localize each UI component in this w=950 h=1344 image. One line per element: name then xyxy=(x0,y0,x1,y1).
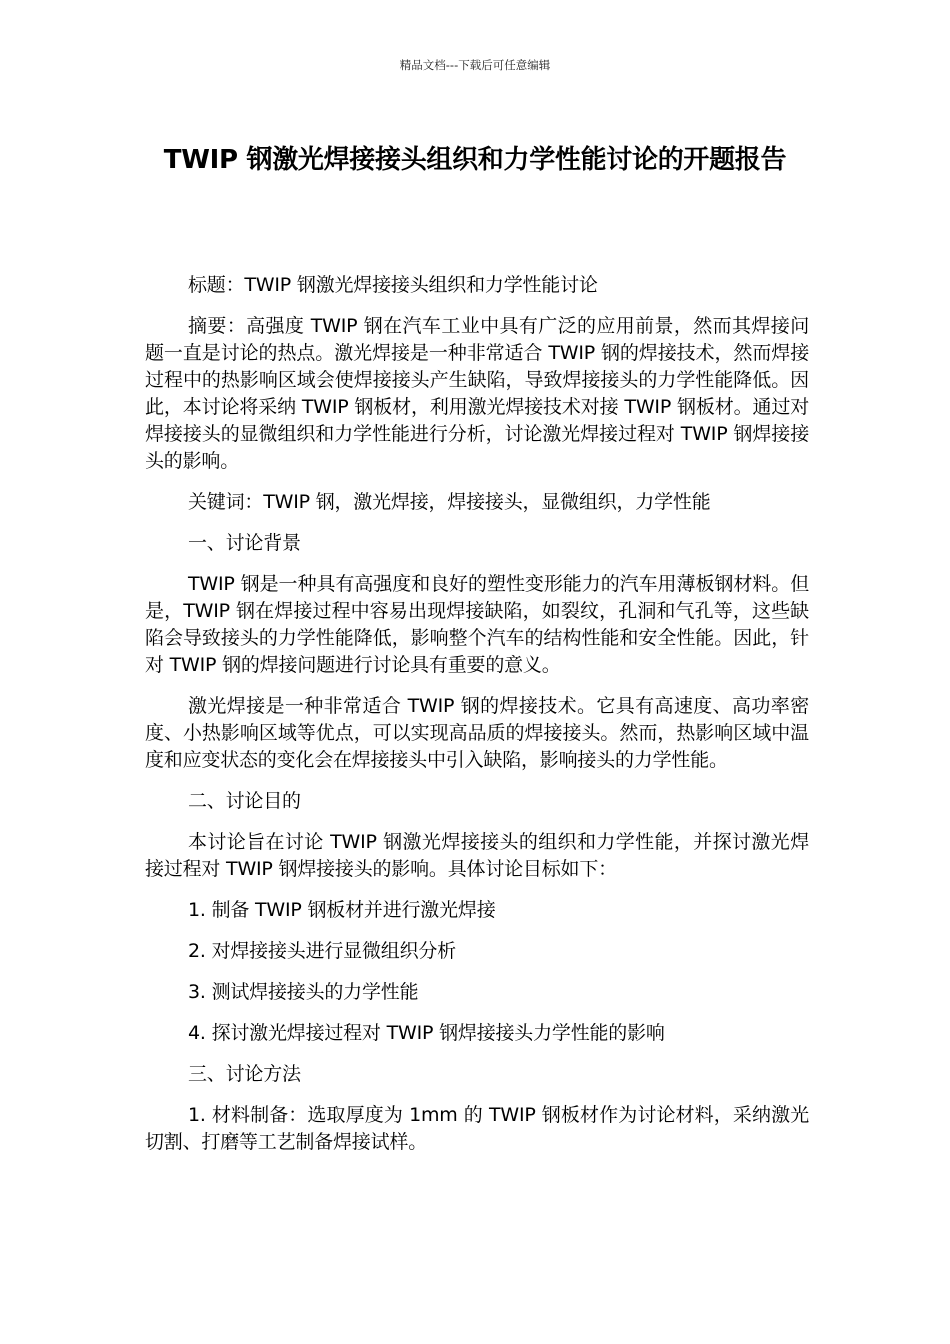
objective-item-4: 4. 探讨激光焊接过程对 TWIP 钢焊接接头力学性能的影响 xyxy=(188,1022,665,1044)
objective-item-3: 3. 测试焊接接头的力学性能 xyxy=(188,981,419,1003)
section-heading-purpose: 二、讨论目的 xyxy=(188,790,301,812)
objective-item-2: 2. 对焊接接头进行显微组织分析 xyxy=(188,940,456,962)
title-line: 标题：TWIP 钢激光焊接接头组织和力学性能讨论 xyxy=(188,274,598,296)
background-paragraph-2: 激光焊接是一种非常适合 TWIP 钢的焊接技术。它具有高速度、高功率密度、小热影响区域等优点，可以实现高品质的焊接接头。然而，热影响区域中温度和应变状态的变化会在焊接接头中引入缺陷，影响接头的力学性能。 xyxy=(145,695,809,771)
background-paragraph-1: TWIP 钢是一种具有高强度和良好的塑性变形能力的汽车用薄板钢材料。但是，TWIP 钢在焊接过程中容易出现焊接缺陷，如裂纹，孔洞和气孔等，这些缺陷会导致接头的力学性能降低，影响整个汽车的结构性能和安全性能。因此，针对 TWIP 钢的焊接问题进行讨论具有重要的意义。 xyxy=(145,573,809,676)
abstract-paragraph: 摘要：高强度 TWIP 钢在汽车工业中具有广泛的应用前景，然而其焊接问题一直是讨论的热点。激光焊接是一种非常适合 TWIP 钢的焊接技术，然而焊接过程中的热影响区域会使焊接接头产生缺陷，导致焊接接头的力学性能降低。因此，本讨论将采纳 TWIP 钢板材，利用激光焊接技术对接 TWIP 钢板材。通过对焊接接头的显微组织和力学性能进行分析，讨论激光焊接过程对 TWIP 钢焊接接头的影响。 xyxy=(145,315,809,472)
keywords-line: 关键词：TWIP 钢，激光焊接，焊接接头，显微组织，力学性能 xyxy=(188,491,711,513)
method-item-1: 1. 材料制备：选取厚度为 1mm 的 TWIP 钢板材作为讨论材料，采纳激光切割、打磨等工艺制备焊接试样。 xyxy=(145,1104,809,1153)
page-header: 精品文档---下载后可任意编辑 xyxy=(399,58,551,72)
section-heading-methods: 三、讨论方法 xyxy=(188,1063,301,1085)
document-title: TWIP 钢激光焊接接头组织和力学性能讨论的开题报告 xyxy=(163,145,787,175)
purpose-paragraph: 本讨论旨在讨论 TWIP 钢激光焊接接头的组织和力学性能，并探讨激光焊接过程对 TWIP 钢焊接接头的影响。具体讨论目标如下： xyxy=(145,831,809,880)
document-body xyxy=(145,272,809,1170)
section-heading-background: 一、讨论背景 xyxy=(188,532,301,554)
objective-item-1: 1. 制备 TWIP 钢板材并进行激光焊接 xyxy=(188,899,496,921)
